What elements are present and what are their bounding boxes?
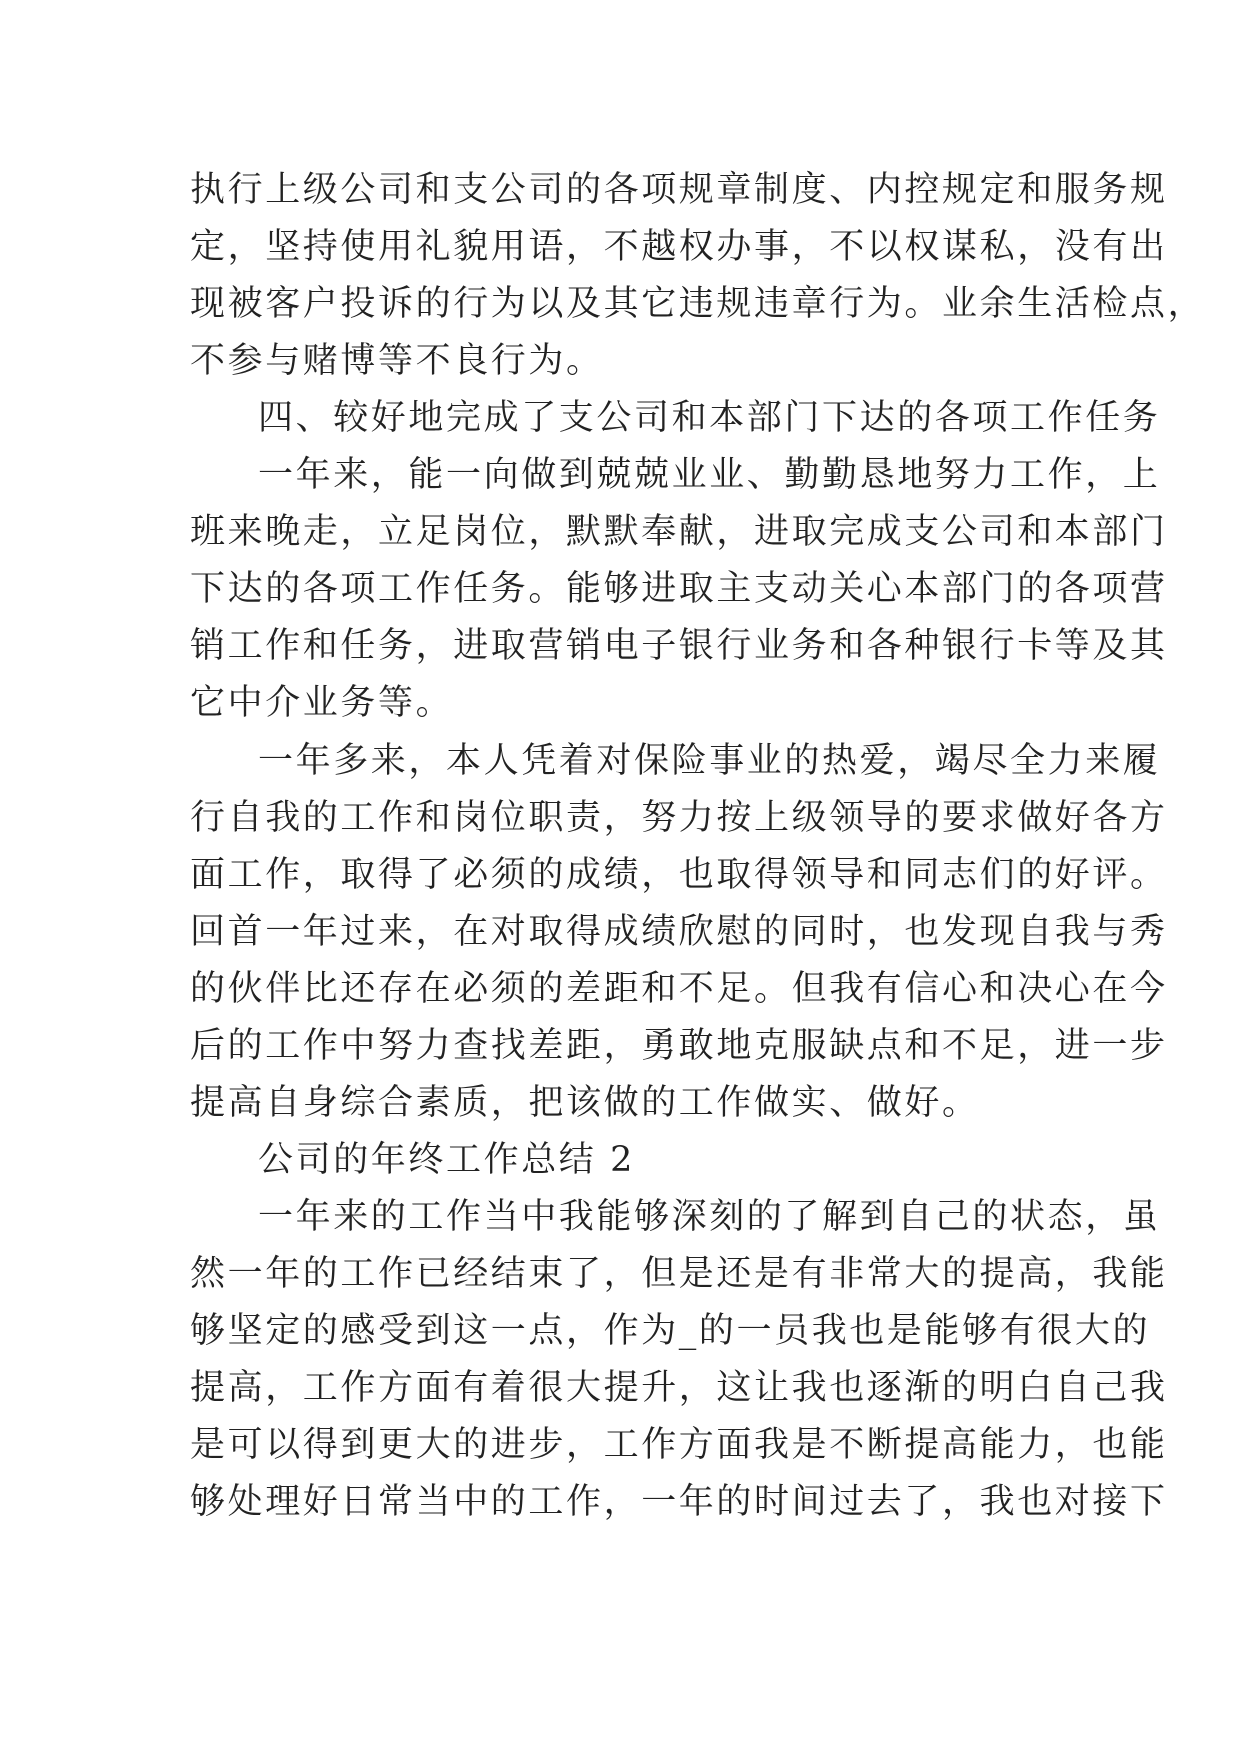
text-line: 一年多来，本人凭着对保险事业的热爱，竭尽全力来履 — [258, 741, 1161, 781]
text-line: 销工作和任务，进取营销电子银行业务和各种银行卡等及其 — [190, 626, 1168, 666]
text-line: 执行上级公司和支公司的各项规章制度、内控规定和服务规 — [190, 170, 1168, 210]
text-line: 下达的各项工作任务。能够进取主支动关心本部门的各项营 — [190, 569, 1168, 609]
section-heading: 四、较好地完成了支公司和本部门下达的各项工作任务 — [258, 398, 1161, 438]
text-line: 后的工作中努力查找差距，勇敢地克服缺点和不足，进一步 — [190, 1026, 1168, 1066]
section-title: 公司的年终工作总结 2 — [258, 1140, 635, 1180]
text-line: 提高，工作方面有着很大提升，这让我也逐渐的明白自己我 — [190, 1368, 1168, 1408]
text-line: 的伙伴比还存在必须的差距和不足。但我有信心和决心在今 — [190, 969, 1168, 1009]
text-line: 提高自身综合素质，把该做的工作做实、做好。 — [190, 1083, 980, 1123]
text-line: 够处理好日常当中的工作，一年的时间过去了，我也对接下 — [190, 1482, 1168, 1522]
text-line: 它中介业务等。 — [190, 683, 454, 723]
text-line: 不参与赌博等不良行为。 — [190, 341, 604, 381]
text-line: 现被客户投诉的行为以及其它违规违章行为。业余生活检点， — [190, 284, 1206, 324]
text-line: 回首一年过来，在对取得成绩欣慰的同时，也发现自我与秀 — [190, 912, 1168, 952]
text-line: 够坚定的感受到这一点，作为_的一员我也是能够有很大的 — [190, 1311, 1151, 1351]
text-line: 定，坚持使用礼貌用语，不越权办事，不以权谋私，没有出 — [190, 227, 1168, 267]
text-line: 一年来的工作当中我能够深刻的了解到自己的状态，虽 — [258, 1197, 1161, 1237]
text-line: 一年来，能一向做到兢兢业业、勤勤恳地努力工作，上 — [258, 455, 1161, 495]
text-line: 行自我的工作和岗位职责，努力按上级领导的要求做好各方 — [190, 798, 1168, 838]
text-line: 然一年的工作已经结束了，但是还是有非常大的提高，我能 — [190, 1254, 1168, 1294]
text-line: 是可以得到更大的进步，工作方面我是不断提高能力，也能 — [190, 1425, 1168, 1465]
text-line: 面工作，取得了必须的成绩，也取得领导和同志们的好评。 — [190, 855, 1168, 895]
text-line: 班来晚走，立足岗位，默默奉献，进取完成支公司和本部门 — [190, 512, 1168, 552]
